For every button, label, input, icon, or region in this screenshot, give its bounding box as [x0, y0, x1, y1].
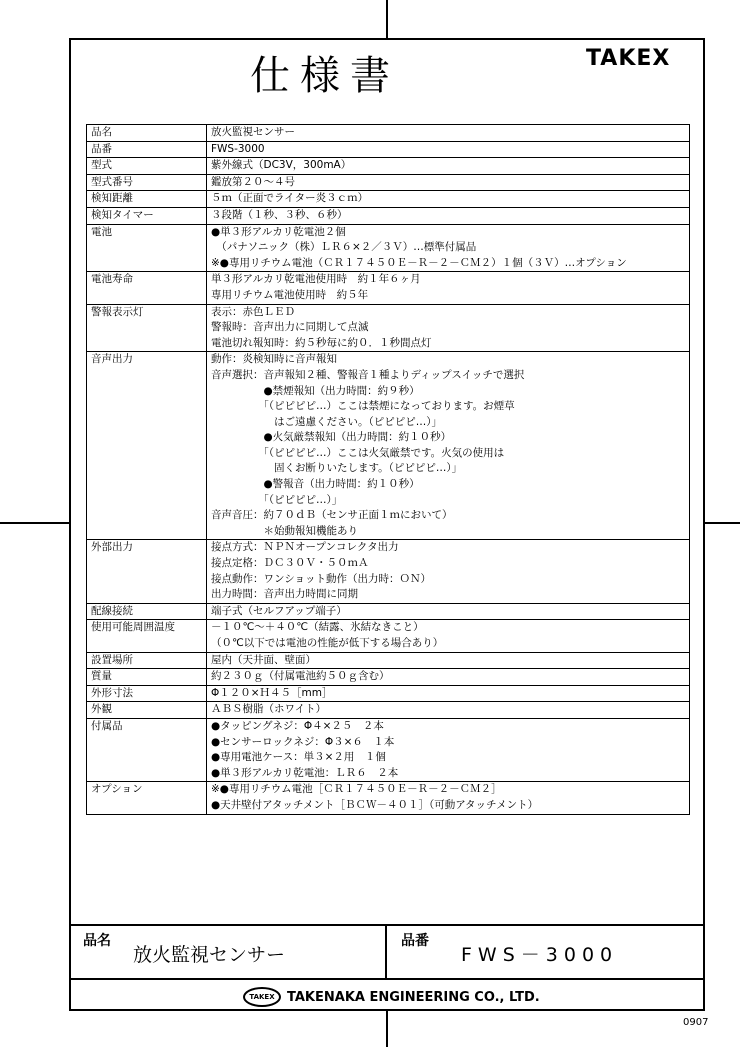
table-row — [87, 702, 690, 719]
spec-value-line: （パナソニック（株）ＬＲ６×２／３Ｖ）…標準付属品 — [211, 241, 477, 254]
spec-value-line: 放火監視センサー — [211, 126, 295, 138]
product-name-label: 品名 — [83, 933, 111, 949]
spec-value — [207, 603, 690, 620]
product-summary — [69, 924, 705, 980]
table-row — [87, 620, 690, 652]
spec-value-line: 接点方式：ＮＰＮオープンコレクタ出力 — [211, 541, 399, 554]
spec-label: 外観 — [87, 702, 207, 719]
table-row — [87, 669, 690, 686]
spec-value-line: 「（ピピピピ…）ここは火気厳禁です。火気の使用は — [211, 446, 505, 459]
table-row — [87, 224, 690, 272]
spec-value-line: 音声音圧：約７０ｄＢ（センサ正面１ｍにおいて） — [211, 509, 453, 522]
product-name-value: 放火監視センサー — [133, 944, 286, 966]
spec-value-line: 端子式（セルフアップ端子） — [211, 604, 347, 617]
spec-value-line: ５ｍ（正面でライター炎３ｃｍ） — [211, 192, 369, 205]
company-logo: TAKEX — [243, 987, 281, 1007]
spec-value — [207, 669, 690, 686]
spec-label: オプション — [87, 782, 207, 814]
spec-value-line: ●火気厳禁報知（出力時間：約１０秒） — [211, 431, 452, 444]
table-row — [87, 718, 690, 781]
page-title: 仕様書 — [250, 53, 400, 99]
spec-label: 警報表示灯 — [87, 304, 207, 352]
table-row — [87, 782, 690, 814]
spec-value-line: ●単３形アルカリ乾電池２個 — [211, 225, 346, 238]
brand-logo: TAKEX — [586, 46, 671, 71]
spec-value-line: 単３形アルカリ乾電池使用時 約１年６ヶ月 — [211, 273, 421, 286]
crop-mark-top — [386, 0, 388, 38]
spec-value-line: 「（ピピピピ…）」 — [211, 493, 343, 506]
spec-value-line: 屋内（天井面、壁面） — [211, 653, 316, 666]
spec-table — [86, 124, 690, 815]
spec-value-line: 約２３０ｇ（付属電池約５０ｇ含む） — [211, 670, 390, 683]
table-row — [87, 158, 690, 175]
spec-value-line: 警報時：音声出力に同期して点滅 — [211, 321, 369, 334]
spec-label: 電池寿命 — [87, 272, 207, 304]
spec-value — [207, 158, 690, 175]
table-row — [87, 141, 690, 158]
spec-value-line: 「（ピピピピ…）ここは禁煙になっております。お煙草 — [211, 400, 515, 413]
spec-label: 付属品 — [87, 718, 207, 781]
spec-value-line: ＊始動報知機能あり — [211, 524, 358, 537]
table-row — [87, 652, 690, 669]
spec-value — [207, 224, 690, 272]
table-row — [87, 352, 690, 540]
spec-label: 配線接続 — [87, 603, 207, 620]
spec-value — [207, 304, 690, 352]
spec-value-line: ※●専用リチウム電池［ＣＲ１７４５０Ｅ－Ｒ－２－ＣＭ２］ — [211, 783, 502, 796]
table-row — [87, 207, 690, 224]
spec-value — [207, 620, 690, 652]
spec-label: 品番 — [87, 141, 207, 158]
spec-value-line: 接点動作：ワンショット動作（出力時：ＯＮ） — [211, 572, 432, 585]
spec-value — [207, 782, 690, 814]
table-row — [87, 272, 690, 304]
spec-value-line: ●センサーロックネジ：Φ３×６ １本 — [211, 735, 395, 748]
spec-value-line: 音声選択：音声報知２種、警報音１種よりディップスイッチで選択 — [211, 368, 525, 381]
table-row — [87, 603, 690, 620]
spec-value-line: ●禁煙報知（出力時間：約９秒） — [211, 384, 420, 397]
spec-value — [207, 718, 690, 781]
product-name-cell — [69, 924, 387, 980]
spec-label: 外部出力 — [87, 540, 207, 603]
spec-value — [207, 702, 690, 719]
table-row — [87, 125, 690, 142]
company-name: TAKENAKA ENGINEERING CO., LTD. — [287, 989, 540, 1005]
spec-value-line: －１０℃～＋４０℃（結露、氷結なきこと） — [211, 621, 424, 634]
spec-label: 使用可能周囲温度 — [87, 620, 207, 652]
spec-value-line: はご遠慮ください。（ピピピピ…）」 — [211, 415, 442, 428]
crop-mark-right — [705, 522, 740, 524]
product-number-value: FWS－3000 — [461, 944, 619, 966]
table-row — [87, 191, 690, 208]
spec-value-line: 表示：赤色ＬＥＤ — [211, 305, 295, 318]
spec-value-line: Φ１２０×Ｈ４５［mm］ — [211, 686, 333, 699]
spec-label: 音声出力 — [87, 352, 207, 540]
spec-value — [207, 272, 690, 304]
document-code: 0907 — [683, 1017, 709, 1028]
spec-value-line: ３段階（１秒、３秒、６秒） — [211, 208, 348, 221]
footer — [243, 982, 540, 1012]
spec-value-line: 鑑放第２０～４号 — [211, 175, 295, 188]
spec-value-line: ※●専用リチウム電池（ＣＲ１７４５０Ｅ－Ｒ－２－ＣＭ２）１個（３Ｖ）…オプション — [211, 256, 627, 269]
spec-value — [207, 540, 690, 603]
spec-value-line: ●警報音（出力時間：約１０秒） — [211, 478, 420, 491]
spec-label: 質量 — [87, 669, 207, 686]
spec-label: 電池 — [87, 224, 207, 272]
table-row — [87, 174, 690, 191]
spec-label: 検知タイマー — [87, 207, 207, 224]
spec-value-line: ●単３形アルカリ乾電池：ＬＲ６ ２本 — [211, 766, 399, 779]
crop-mark-left — [0, 522, 69, 524]
spec-value-line: ●天井壁付アタッチメント［ＢＣＷ－４０１］（可動アタッチメント） — [211, 798, 539, 811]
spec-value-line: 動作：炎検知時に音声報知 — [211, 353, 337, 366]
table-row — [87, 304, 690, 352]
spec-label: 設置場所 — [87, 652, 207, 669]
spec-value-line: FWS-3000 — [211, 142, 265, 155]
table-row — [87, 540, 690, 603]
spec-value — [207, 352, 690, 540]
spec-value-line: ●専用電池ケース：単３×２用 １個 — [211, 751, 386, 764]
spec-value-line: 電池切れ報知時：約５秒毎に約０．１秒間点灯 — [211, 336, 432, 349]
spec-value-line: ＡＢＳ樹脂（ホワイト） — [211, 703, 327, 716]
spec-value-line: 専用リチウム電池使用時 約５年 — [211, 288, 369, 301]
spec-value-line: 固くお断りいたします。（ピピピピ…）」 — [211, 462, 463, 475]
spec-value — [207, 174, 690, 191]
spec-value-line: 出力時間：音声出力時間に同期 — [211, 588, 358, 601]
spec-value — [207, 652, 690, 669]
spec-value — [207, 191, 690, 208]
product-number-cell — [387, 924, 705, 980]
spec-label: 品名 — [87, 125, 207, 142]
table-row — [87, 685, 690, 702]
crop-mark-bottom — [386, 1011, 388, 1047]
spec-value-line: 紫外線式（DC3V，300mA） — [211, 159, 352, 172]
spec-value — [207, 685, 690, 702]
spec-value — [207, 207, 690, 224]
spec-value — [207, 125, 690, 142]
spec-value — [207, 141, 690, 158]
spec-label: 検知距離 — [87, 191, 207, 208]
spec-label: 型式番号 — [87, 174, 207, 191]
spec-label: 型式 — [87, 158, 207, 175]
spec-value-line: 接点定格：ＤＣ３０Ｖ・５０ｍＡ — [211, 557, 369, 570]
spec-value-line: ●タッピングネジ：Φ４×２５ ２本 — [211, 719, 384, 732]
spec-value-line: （０℃以下では電池の性能が低下する場合あり） — [211, 637, 444, 649]
spec-label: 外形寸法 — [87, 685, 207, 702]
product-number-label: 品番 — [401, 933, 429, 949]
